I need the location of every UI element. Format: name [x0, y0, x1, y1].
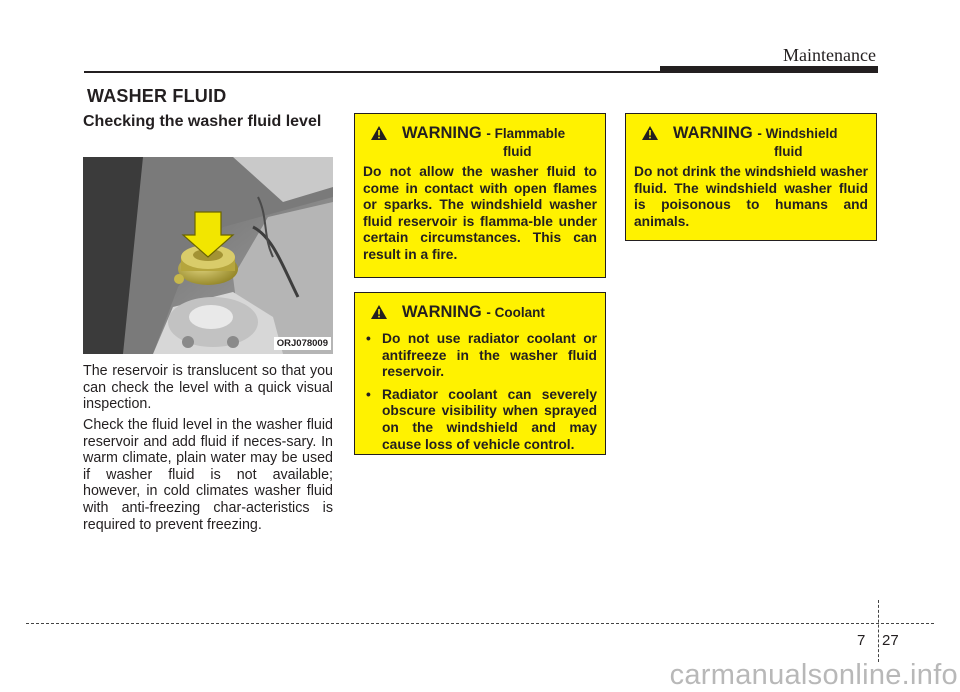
warning-text: Do not allow the washer fluid to come in contact with open flames or sparks. The windshield washer fluid reservoir is flamma-ble under certain circumstances. This can result in a fire.	[363, 164, 597, 262]
engine-bay-illustration	[83, 157, 333, 354]
running-header: Maintenance	[783, 45, 876, 65]
chapter-number: 7	[857, 632, 866, 649]
section-title: WASHER FLUID	[87, 86, 227, 106]
warning-triangle-icon	[371, 126, 387, 140]
page-number: 27	[882, 632, 899, 649]
warning-triangle-icon	[642, 126, 658, 140]
footer-divider	[878, 600, 879, 662]
warning-subtitle-cont: fluid	[503, 144, 532, 159]
warning-box-flammable	[354, 113, 606, 278]
warning-header	[634, 114, 868, 159]
header-rule	[84, 71, 664, 73]
warning-header	[363, 114, 597, 159]
watermark: carmanualsonline.info	[669, 659, 958, 691]
washer-reservoir-photo	[83, 157, 333, 354]
warning-header	[363, 293, 597, 329]
warning-text: Do not drink the windshield washer fluid. The windshield washer fluid is poisonous to humans and animals.	[634, 164, 868, 229]
warning-label: WARNING - Flammable	[402, 124, 566, 142]
footer-rule	[26, 623, 934, 624]
header-rule-bar	[660, 66, 878, 73]
figure-code: ORJ078009	[274, 337, 331, 350]
warning-label: WARNING - Windshield	[673, 124, 838, 142]
subsection-title: Checking the washer fluid level	[83, 113, 322, 130]
list-item: • Radiator coolant can severely obscure visibility when sprayed on the windshield and may cause loss of vehicle control.	[366, 386, 597, 452]
warning-label: WARNING - Coolant	[402, 303, 545, 321]
list-item: • Do not use radiator coolant or antifreeze in the washer fluid reservoir.	[366, 331, 597, 380]
warning-box-windshield	[625, 113, 877, 241]
paragraph-check-level: Check the fluid level in the washer fluid reservoir and add fluid if neces-sary. In warm climate, plain water may be used if washer fluid is not available; however, in cold climates washer fluid with anti-freezing char-acteristics is required to prevent freezing.	[83, 417, 333, 533]
warning-subtitle: - Windshield	[757, 126, 838, 141]
warning-subtitle-cont: fluid	[774, 144, 803, 159]
paragraph-reservoir: The reservoir is translucent so that you can check the level with a quick visual inspection.	[83, 363, 333, 413]
warning-subtitle: - Flammable	[486, 126, 566, 141]
warning-box-coolant	[354, 292, 606, 455]
warning-list	[363, 331, 597, 453]
warning-triangle-icon	[371, 305, 387, 319]
warning-subtitle: - Coolant	[486, 305, 545, 320]
